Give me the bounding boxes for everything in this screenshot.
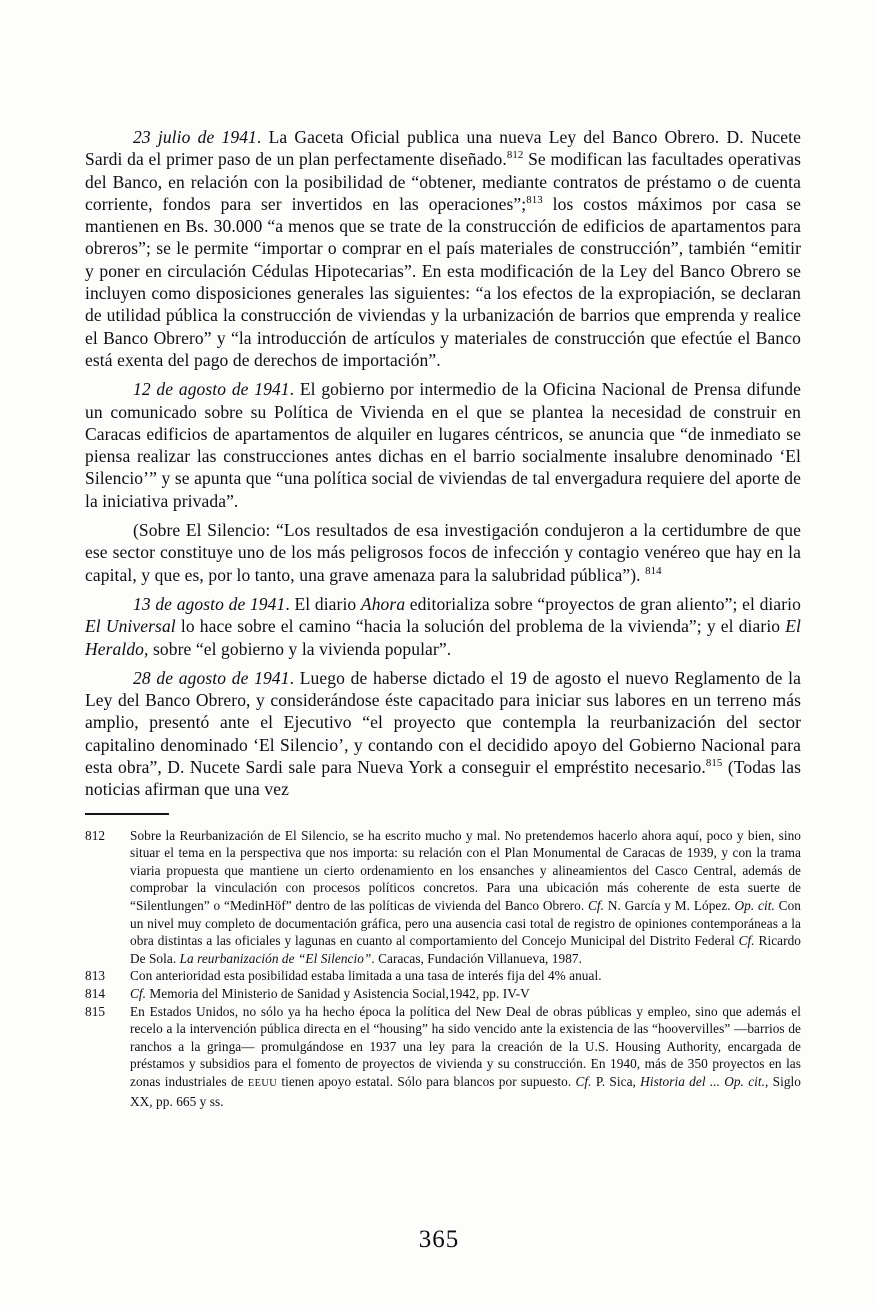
- footnote-815: [85, 1003, 801, 1111]
- footnote-number: 815: [85, 1003, 106, 1019]
- footnote-text: Con anterioridad esta posibilidad estaba limitada a una tasa de interés fija del 4% anual.: [130, 968, 602, 984]
- body-paragraph-28-agosto-1941: 28 de agosto de 1941. Luego de haberse dictado el 19 de agosto el nuevo Reglamento de la Ley del Banco Obrero, y considerándose éste capacitado para iniciar sus labores en un terreno más amplio, presentó ante el Ejecutivo “el proyecto que contempla la reurbanización del sector capitalino denominado ‘El Silencio’, y contando con el decidido apoyo del Gobierno Nacional para esta obra”, D. Nucete Sardi sale para Nueva York a conseguir el empréstito necesario.$^{815}$ (Todas las noticias afirman que una vez: [85, 667, 801, 800]
- body-paragraph-12-agosto-1941: 12 de agosto de 1941. El gobierno por intermedio de la Oficina Nacional de Prensa difunde un comunicado sobre su Política de Vivienda en el que se plantea la necesidad de construir en Caracas edificios de apartamentos de alquiler en lugares céntricos, se anuncia que “de inmediato se piensa realizar las construcciones antes dichas en el barrio socialmente insalubre denominado ‘El Silencio’” y se apunta que “una política social de viviendas de tal envergadura requiere del aporte de la iniciativa privada”.: [85, 379, 801, 511]
- page-number: 365: [418, 1226, 460, 1253]
- body-paragraph-sobre-el-silencio: (Sobre El Silencio: “Los resultados de esa investigación condujeron a la certidumbre de que ese sector constituye uno de los más peligrosos focos de infección y contagio venéreo que hay en la capital, y que es, por lo tanto, una grave amenaza para la salubridad pública”). $^{814}$: [85, 520, 801, 585]
- footnote-text: Sobre la Reurbanización de El Silencio, se ha escrito mucho y mal. No pretendemos hacerlo ahora aquí, poco y bien, sino situar el tema en la perspectiva que nos importa: su relación con el Plan Monumental de Caracas de 1939, y con la trama viaria propuesta que mantiene un cierto ordenamiento en los ensanches y alineamientos del Casco Central, además de comprobar la vinculación con procesos políticos concretos. Para una ubicación más coherente de esta suerte de “Silentlungen” o “MedinHöf” dentro de las políticas de vivienda del Banco Obrero. Cf. N. García y M. López. Op. cit. Con un nivel muy completo de documentación gráfica, pero una ausencia casi total de registro de opiniones contemporáneas a la obra distintas a las oficiales y lagunas en cuanto al comportamiento del Concejo Municipal del Distrito Federal Cf. Ricardo De Sola. La reurbanización de “El Silencio”. Caracas, Fundación Villanueva, 1987.: [130, 827, 801, 966]
- footnote-text: En Estados Unidos, no sólo ya ha hecho época la política del New Deal de obras públicas y empleo, sino que además el recelo a la intervención pública directa en el “housing” ha sido vencido ante la existencia de las “hoovervilles” —barrios de ranchos a la gringa— promulgándose en 1937 una ley para la creación de la U.S. Housing Authority, encargada de préstamos y subsidios para el fomento de proyectos de vivienda y su construcción. En 1940, más de 350 proyectos en las zonas industriales de EEUU tienen apoyo estatal. Sólo para blancos por supuesto. Cf. P. Sica, Historia del ... Op. cit., Siglo XX, pp. 665 y ss.: [130, 1003, 801, 1109]
- footnote-813: [85, 967, 801, 985]
- footnote-number: 813: [85, 968, 106, 984]
- footnote-text: Cf. Memoria del Ministerio de Sanidad y Asistencia Social,1942, pp. IV-V: [130, 985, 530, 1001]
- footnote-separator-rule: [85, 813, 169, 815]
- footnote-number: 812: [85, 827, 106, 843]
- text-block: [85, 126, 801, 1110]
- body-paragraph-13-agosto-1941: 13 de agosto de 1941. El diario Ahora editorializa sobre “proyectos de gran aliento”; el diario El Universal lo hace sobre el camino “hacia la solución del problema de la vivienda”; y el diario El Heraldo, sobre “el gobierno y la vivienda popular”.: [85, 593, 801, 659]
- footnote-812: [85, 827, 801, 968]
- body-paragraph-23-julio-1941: 23 julio de 1941. La Gaceta Oficial publica una nueva Ley del Banco Obrero. D. Nucete Sardi da el primer paso de un plan perfectamente diseñado.$^{812}$ Se modifican las facultades operativas del Banco, en relación con la posibilidad de “obtener, mediante contratos de préstamo o de cuenta corriente, fondos para ser invertidos en las operaciones”;$^{813}$ los costos máximos por casa se mantienen en Bs. 30.000 “a menos que se trate de la construcción de edificios de apartamentos para obreros”; se le permite “importar o comprar en el país materiales de construcción”, también “emitir y poner en circulación Cédulas Hipotecarias”. En esta modificación de la Ley del Banco Obrero se incluyen como disposiciones generales las siguientes: “a los efectos de la expropiación, se declaran de utilidad pública la construcción de viviendas y la urbanización de barrios que emprenda y realice el Banco Obrero” y “la introducción de artículos y materiales de construcción que efectúe el Banco está exenta del pago de derechos de importación”.: [85, 127, 802, 370]
- footnote-number: 814: [85, 985, 106, 1001]
- footnote-814: [85, 985, 801, 1003]
